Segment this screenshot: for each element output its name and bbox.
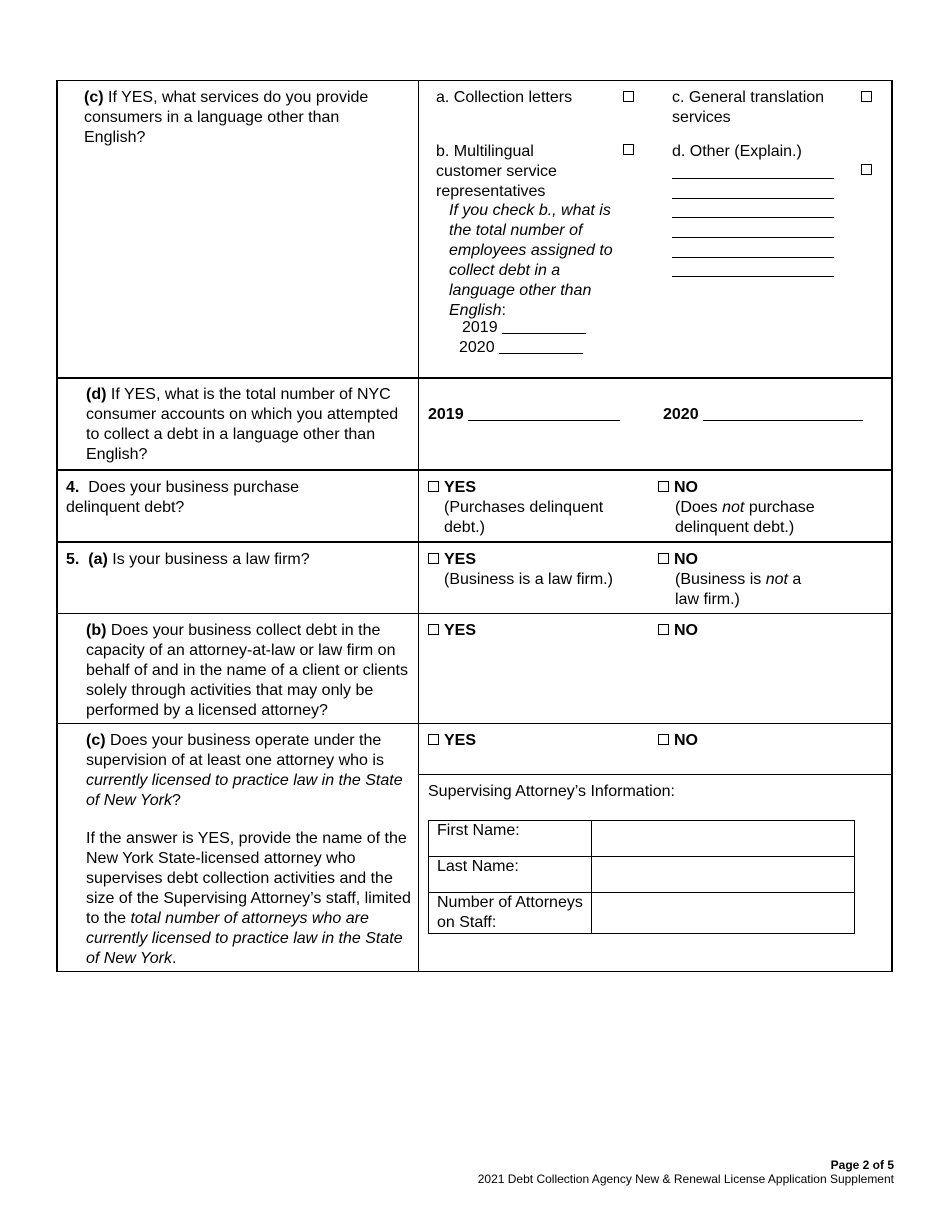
q3c-option-b: b. Multilingual customer service representatives (436, 143, 557, 200)
q4-yes-checkbox[interactable] (428, 481, 439, 492)
q3d-question: (d) If YES, what is the total number of NYC consumer accounts on which you attempted to collect a debt in a language other than English? (86, 386, 399, 463)
q5c-no-checkbox[interactable] (658, 734, 669, 745)
last-name-field[interactable] (592, 857, 855, 893)
q3c-explain-line[interactable] (672, 198, 834, 199)
last-name-label: Last Name: (429, 857, 592, 893)
q5b-yes-checkbox[interactable] (428, 624, 439, 635)
q3c-explain-line[interactable] (672, 178, 834, 179)
q4-no-checkbox[interactable] (658, 481, 669, 492)
q5c-yes-checkbox[interactable] (428, 734, 439, 745)
q5a-question: 5. (a) Is your business a law firm? (66, 551, 310, 568)
q3c-option-d: d. Other (Explain.) (672, 143, 802, 160)
q3c-explain-line[interactable] (672, 217, 834, 218)
q3c-2019-blank[interactable] (502, 319, 586, 334)
q3d-2020-blank[interactable] (703, 406, 863, 421)
q5c-no-option: NO (658, 731, 698, 751)
q3c-question: (c) If YES, what services do you provide consumers in a language other than English? (84, 89, 369, 146)
row-divider (56, 613, 893, 614)
q5a-yes-option: YES (Business is a law firm.) (428, 550, 648, 590)
page-number: Page 2 of 5 (830, 1158, 894, 1172)
column-divider (418, 80, 419, 972)
first-name-field[interactable] (592, 821, 855, 857)
page-footer (478, 1158, 894, 1186)
num-attorneys-field[interactable] (592, 893, 855, 934)
q5a-no-checkbox[interactable] (658, 553, 669, 564)
q3c-option-c: c. General translation services (672, 89, 825, 126)
row-divider (419, 774, 893, 775)
q3c-option-b-note: If you check b., what is the total number of employees assigned to collect debt in a language other than English: (449, 202, 613, 319)
q5c-yes-option: YES (428, 731, 476, 751)
q3c-option-d-checkbox[interactable] (861, 164, 872, 175)
q3c-year-2019: 2019 (462, 318, 586, 338)
q5b-no-checkbox[interactable] (658, 624, 669, 635)
q3c-option-c-checkbox[interactable] (861, 91, 872, 102)
q3c-option-a: a. Collection letters (436, 89, 573, 106)
q4-question: 4. Does your business purchase delinquent debt? (66, 479, 300, 516)
q3d-2019-blank[interactable] (468, 406, 620, 421)
q3c-option-b-checkbox[interactable] (623, 144, 634, 155)
q4-no-option: NO (Does not purchase delinquent debt.) (658, 478, 858, 538)
q5b-question: (b) Does your business collect debt in the capacity of an attorney-at-law or law firm on behalf of and in the name of a client or clients solely through activities that may only be performed by a licensed attorney? (86, 622, 408, 719)
q5a-no-option: NO (Business is not a law firm.) (658, 550, 828, 610)
supervising-attorney-heading: Supervising Attorney’s Information: (428, 783, 675, 800)
q5c-question: (c) Does your business operate under the supervision of at least one attorney who is currently licensed to practice law in the State of New York? (86, 732, 403, 809)
q5c-instructions: If the answer is YES, provide the name of the New York State-licensed attorney who supervises debt collection activities and the size of the Supervising Attorney’s staff, limited to the total number of attorneys who are currently licensed to practice law in the State of New York. (86, 830, 411, 967)
row-divider (56, 377, 893, 379)
supervising-attorney-table (428, 820, 855, 934)
q3c-2020-blank[interactable] (499, 339, 583, 354)
q3d-year-2020: 2020 (663, 405, 863, 425)
num-attorneys-label: Number of Attorneys on Staff: (429, 893, 592, 934)
q3c-explain-line[interactable] (672, 237, 834, 238)
row-divider (56, 723, 893, 724)
row-divider (56, 469, 893, 471)
q3c-option-a-checkbox[interactable] (623, 91, 634, 102)
q3c-explain-line[interactable] (672, 257, 834, 258)
q5b-no-option: NO (658, 621, 698, 641)
first-name-label: First Name: (429, 821, 592, 857)
q4-yes-option: YES (Purchases delinquent debt.) (428, 478, 633, 538)
q3c-year-2020: 2020 (459, 338, 583, 358)
q3c-explain-line[interactable] (672, 276, 834, 277)
q3d-year-2019: 2019 (428, 405, 620, 425)
document-title: 2021 Debt Collection Agency New & Renewal License Application Supplement (477, 1172, 894, 1186)
row-divider (56, 541, 893, 543)
q5b-yes-option: YES (428, 621, 476, 641)
q5a-yes-checkbox[interactable] (428, 553, 439, 564)
